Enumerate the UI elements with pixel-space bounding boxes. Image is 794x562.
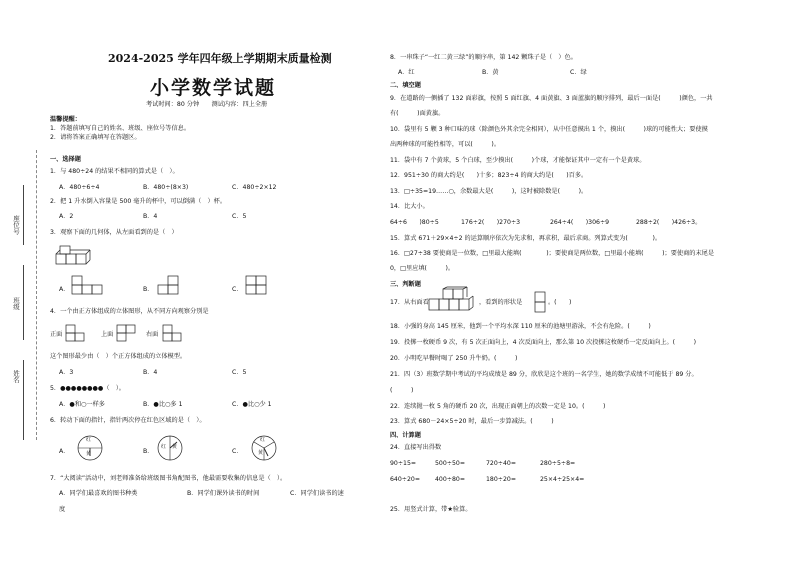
section-fill: 二、填空题 <box>390 82 421 89</box>
q3-option-a[interactable]: A． <box>59 286 70 293</box>
q24-r2-2: 400÷80= <box>435 476 466 483</box>
q3-option-a-shape <box>72 276 112 296</box>
q6-b-yellow: 黄 <box>172 444 178 450</box>
q21-line1: 21．四（3）班数学期中考试的平均成绩是 89 分，欣欣是这个班的一名学生，她的数学成绩不可能低于 89 分。 <box>390 371 698 378</box>
q24-stem: 24．直接写出得数 <box>390 444 442 451</box>
q7-option-b[interactable]: B．同学们课外读书的时间 <box>187 490 260 497</box>
q23: 23．算式 680－24×5÷20 时，最后一步算减法。( ) <box>390 418 554 425</box>
name-label: 姓名 <box>12 370 20 383</box>
q16-line1: 16．□27÷38 要使商是一位数，□里最大能填( )；要使商是两位数，□里最小能填( )；要使商的末尾是 <box>390 250 715 257</box>
q3-solid-figure <box>56 246 100 270</box>
q6-c-yellow: 黄 <box>258 450 264 456</box>
q4-right-view <box>163 325 187 345</box>
q10-line1: 10．袋里有 5 颗 3 种口味的球（除颜色外其余完全相同），从中任意摸出 1 个，摸出( )球的可能性大；要使摸 <box>390 126 708 133</box>
q1-option-b[interactable]: B．480÷(8×3) <box>143 184 189 191</box>
q5-stem: 5．●●●●●●●●（ ）。 <box>50 385 125 392</box>
notes-label: 温馨提醒： <box>50 116 81 123</box>
q8-option-b[interactable]: B．黄 <box>482 69 499 76</box>
q3-stem: 3．观察下面的几何体，从左面看到的是（ ） <box>50 229 178 236</box>
seat-underline <box>23 185 24 245</box>
q4-stem2: 这个图形最少由（ ）个正方体组成的立体模型。 <box>50 353 187 360</box>
q17-part3: 。( ) <box>548 299 572 306</box>
q10-line2: 出两种球的可能性相等，可以( )。 <box>390 141 501 148</box>
q22: 22．连续抛一枚 5 角的硬币 20 次，出现正面朝上的次数一定是 10。( ) <box>390 403 606 410</box>
notes-line2: 2．请将答案正确填写在答题区。 <box>50 134 141 141</box>
q7-stem: 7．“大阅读”活动中，刘老师准备给班级图书角配图书，他最需要收集的信息是（ ）。 <box>50 475 287 482</box>
exam-subtitle: 小学数学试题 <box>150 77 277 99</box>
q14-b: 176÷2( )270÷3 <box>461 219 521 226</box>
q6-a-red: 红 <box>86 437 92 443</box>
binding-dashed-line <box>36 150 37 440</box>
q6-option-b[interactable]: B． <box>143 448 154 455</box>
q24-r1-1: 90÷15= <box>390 460 417 467</box>
q8-option-c[interactable]: C．绿 <box>570 69 587 76</box>
q3-option-c[interactable]: C． <box>232 286 243 293</box>
q2-option-a[interactable]: A．2 <box>59 213 74 220</box>
q9-line1: 9．在道路的一侧插了 132 面彩旗，按照 5 面红旗、4 面黄旗、3 面蓝旗的顺序排列，最后一面是( )颜色，一共 <box>390 95 713 102</box>
q14-stem: 14．比大小。 <box>390 203 429 210</box>
q2-option-b[interactable]: B．4 <box>143 213 158 220</box>
q4-top-view <box>117 325 141 345</box>
name-underline <box>23 360 24 440</box>
q8-option-a[interactable]: A．红 <box>398 69 415 76</box>
q3-option-b[interactable]: B． <box>143 286 154 293</box>
q14-c: 264÷4( )306÷9 <box>550 219 610 226</box>
q3-option-b-shape <box>158 276 188 296</box>
section-choice: 一、选择题 <box>50 156 81 163</box>
q2-stem: 2．把 1 升水倒入容量是 500 毫升的杯中，可以倒满（ ）杯。 <box>50 198 227 205</box>
q24-r2-4: 25×4÷25×4= <box>540 476 585 483</box>
q11: 11．袋中有 7 个黄球，5 个白球，至少摸出( )个球，才能保证其中一定有一个是黄球。 <box>390 157 646 164</box>
q3-option-c-shape <box>246 276 276 296</box>
q6-a-yellow: 黄 <box>86 451 92 457</box>
q14-a: 64÷6 )80÷5 <box>390 219 439 226</box>
q6-option-c[interactable]: C． <box>232 448 243 455</box>
q14-d: 288÷2( )426÷3。 <box>636 219 702 226</box>
q17-solid-figure <box>429 287 479 317</box>
q4-option-a[interactable]: A．3 <box>59 369 74 376</box>
q4-stem: 4．一个由正方体组成的立体图形，从不同方向观察分别是 <box>50 308 209 315</box>
q25: 25．用竖式计算，带★验算。 <box>390 506 472 513</box>
q6-option-a[interactable]: A． <box>59 448 70 455</box>
q4-option-c[interactable]: C．5 <box>232 369 247 376</box>
exam-meta: 考试时间：80 分钟 测试内容：四上全册 <box>146 101 268 108</box>
q20: 20．小明吃早餐时喝了 250 升牛奶。( ) <box>390 355 518 362</box>
q7-option-c-cont: 度 <box>59 506 66 513</box>
section-calc: 四、计算题 <box>390 432 421 439</box>
q17-part2: ，看到的形状是 <box>479 299 523 306</box>
q5-option-b[interactable]: B．●比○多 1 <box>143 401 183 408</box>
q4-front-view <box>66 325 90 345</box>
q6-b-red: 红 <box>161 444 167 450</box>
q16-line2: 0，□里应填( )。 <box>390 265 455 272</box>
notes-line1: 1．答题前填写自己的姓名、班级、座位号等信息。 <box>50 125 191 132</box>
q7-option-a[interactable]: A．同学们最喜欢的图书种类 <box>59 490 138 497</box>
q4-right-label: 右面 <box>146 331 159 338</box>
q24-r1-4: 280÷5÷8= <box>540 460 576 467</box>
q5-option-a[interactable]: A．●和○一样多 <box>59 401 105 408</box>
q13: 13．□÷35=19……○，余数最大是( )，这时被除数是( )。 <box>390 188 588 195</box>
q1-option-c[interactable]: C．480÷2×12 <box>232 184 277 191</box>
q2-option-c[interactable]: C．5 <box>232 213 247 220</box>
q1-stem: 1．与 480÷24 的结果不相同的算式是（ ）。 <box>50 168 179 175</box>
q24-r2-1: 640÷20= <box>390 476 421 483</box>
class-underline <box>23 265 24 340</box>
q12: 12．951÷30 的商大约是( )十多；823÷4 的商大约是( )百多。 <box>390 172 588 179</box>
q4-front-label: 正面 <box>50 331 63 338</box>
q5-option-c[interactable]: C．●比○少 1 <box>232 401 272 408</box>
q6-c-red: 红 <box>260 437 266 443</box>
q24-r2-3: 180÷20= <box>486 476 517 483</box>
exam-title: 2024-2025 学年四年级上学期期末质量检测 <box>108 52 332 65</box>
q4-option-b[interactable]: B．4 <box>143 369 158 376</box>
q7-option-c[interactable]: C．同学们读书的速 <box>290 490 344 497</box>
q17-part1: 17．从右面看 <box>390 299 429 306</box>
class-label: 班级 <box>12 297 20 310</box>
q6-stem: 6．转动下面的指针，指针两次停在红色区域的是（ ）。 <box>50 417 206 424</box>
q19: 19．投掷一枚硬币 9 次，有 5 次正面向上，4 次反面向上，那么第 10 次投掷这枚硬币一定反面向上。( ) <box>390 339 697 346</box>
q17-answer-shape <box>535 292 549 316</box>
q18: 18．小强的身高 145 厘米，他到一个平均水深 110 厘米的池塘里游泳，不会有危险。( ) <box>390 323 651 330</box>
q4-top-label: 上面 <box>101 331 114 338</box>
q9-line2: 有( )面黄旗。 <box>390 110 445 117</box>
q15: 15．算式 671＋29×4÷2 的运算顺序依次为先求和，再求积，最后求商。列算式变为( )。 <box>390 235 662 242</box>
q24-r1-3: 720÷40= <box>486 460 517 467</box>
q24-r1-2: 500÷50= <box>435 460 466 467</box>
seat-label: 座位号 <box>12 215 20 235</box>
section-judge: 三、判断题 <box>390 281 421 288</box>
q8-stem: 8．一串珠子“一红二黄三绿”的顺序串，第 142 颗珠子是（ ）色。 <box>390 54 577 61</box>
q1-option-a[interactable]: A．480÷6÷4 <box>59 184 100 191</box>
q21-line2: ( ) <box>390 387 414 394</box>
